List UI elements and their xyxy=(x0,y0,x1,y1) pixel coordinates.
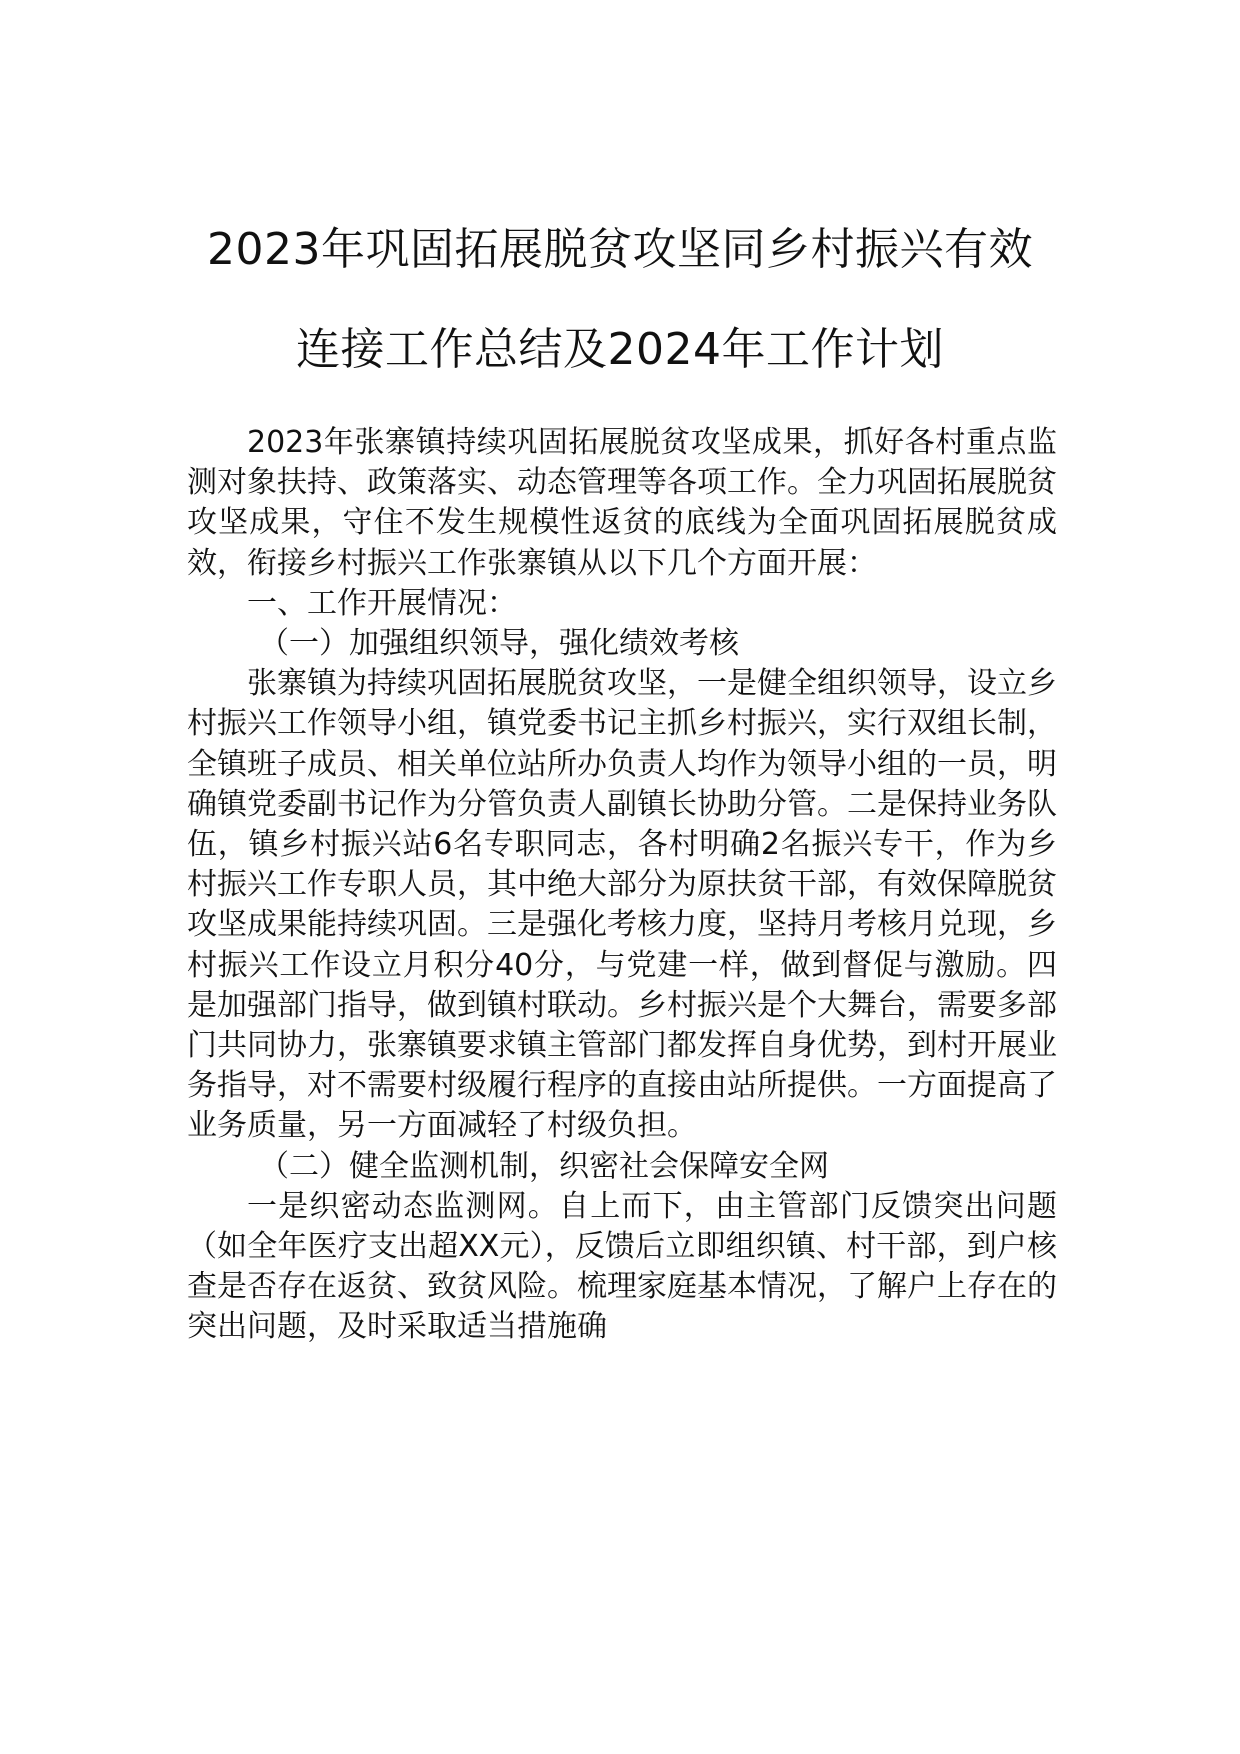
document-title xyxy=(150,200,1090,400)
subsection-heading: （一）加强组织领导，强化绩效考核 xyxy=(259,626,739,662)
section-heading: 一、工作开展情况： xyxy=(247,585,517,621)
subsection-heading: （二）健全监测机制，织密社会保障安全网 xyxy=(259,1148,829,1184)
intro-paragraph: 2023年张寨镇持续巩固拓展脱贫攻坚成果，抓好各村重点监测对象扶持、政策落实、动态管理等各项工作。全力巩固拓展脱贫攻坚成果，守住不发生规模性返贫的底线为全面巩固拓展脱贫成效，衔接乡村振兴工作张寨镇从以下几个方面开展： xyxy=(187,425,1057,581)
subsection-paragraph: 一是织密动态监测网。自上而下，由主管部门反馈突出问题（如全年医疗支出超XX元），反馈后立即组织镇、村干部，到户核查是否存在返贫、致贫风险。梳理家庭基本情况，了解户上存在的突出问题，及时采取适当措施确 xyxy=(187,1188,1057,1345)
document-body xyxy=(187,423,1057,1348)
title-line-2: 连接工作总结及2024年工作计划 xyxy=(296,324,944,375)
subsection-paragraph: 张寨镇为持续巩固拓展脱贫攻坚，一是健全组织领导，设立乡村振兴工作领导小组，镇党委书记主抓乡村振兴，实行双组长制，全镇班子成员、相关单位站所办负责人均作为领导小组的一员，明确镇党委副书记作为分管负责人副镇长协助分管。二是保持业务队伍，镇乡村振兴站6名专职同志，各村明确2名振兴专干，作为乡村振兴工作专职人员，其中绝大部分为原扶贫干部，有效保障脱贫攻坚成果能持续巩固。三是强化考核力度，坚持月考核月兑现，乡村振兴工作设立月积分40分，与党建一样，做到督促与激励。四是加强部门指导，做到镇村联动。乡村振兴是个大舞台，需要多部门共同协力，张寨镇要求镇主管部门都发挥自身优势，到村开展业务指导，对不需要村级履行程序的直接由站所提供。一方面提高了业务质量，另一方面减轻了村级负担。 xyxy=(187,666,1057,1144)
title-line-1: 2023年巩固拓展脱贫攻坚同乡村振兴有效 xyxy=(207,224,1033,275)
